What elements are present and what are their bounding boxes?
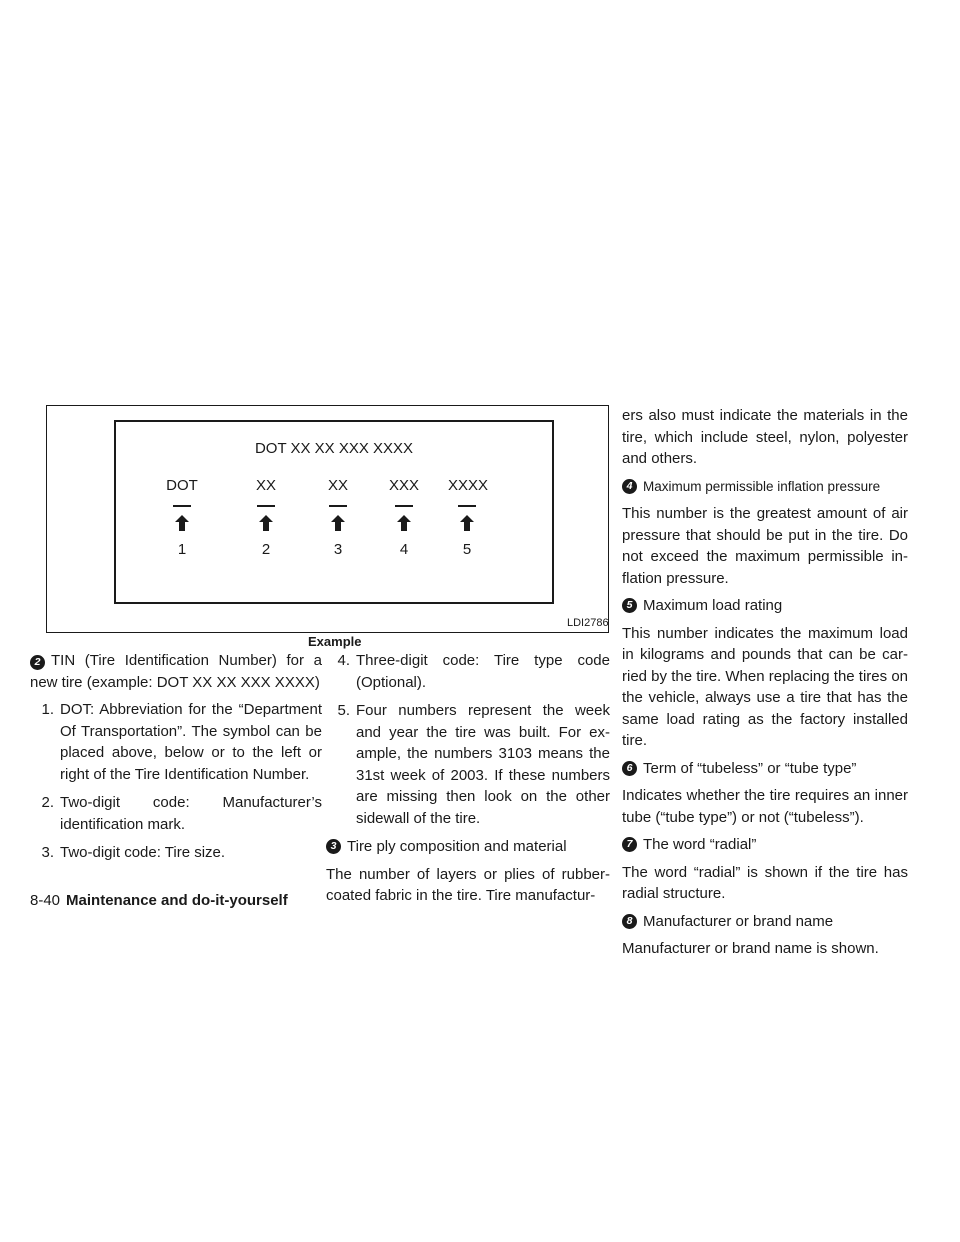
item-8-badge: 8	[622, 914, 637, 929]
item-2-heading-text: TIN (Tire Identification Number) for a new tire (example: DOT XX XX XXX XXXX)	[30, 652, 322, 691]
item-3-heading-text: Tire ply composition and material	[347, 838, 567, 855]
tin-underline-4	[395, 505, 413, 507]
page-footer	[30, 892, 288, 909]
list-number: 1.	[41, 701, 54, 718]
up-arrow-icon	[331, 515, 345, 531]
tin-code-3: XX	[327, 477, 348, 494]
tin-number-2: 2	[261, 541, 271, 558]
up-arrow-icon	[397, 515, 411, 531]
list-number: 4.	[337, 652, 350, 669]
item-6-heading	[622, 758, 908, 780]
column-1	[30, 650, 322, 871]
list-text: Four numbers represent the week and year the tire was built. For example, the numbers 3103 means the 31st week of 2003. If these numbers are missing then look on the other sidewall of the tire.	[356, 702, 610, 827]
tin-number-3: 3	[333, 541, 343, 558]
tin-code-4: XXX	[388, 477, 419, 494]
list-text: Three-digit code: Tire type code (Optional).	[356, 652, 610, 691]
list-text: DOT: Abbreviation for the “Department Of Transportation”. The symbol can be placed above, below or to the left or right of the Tire Identification Number.	[60, 701, 322, 783]
up-arrow-icon	[259, 515, 273, 531]
item-4-badge: 4	[622, 479, 637, 494]
column-3	[622, 405, 908, 966]
tin-code-2: XX	[255, 477, 276, 494]
list-item	[30, 699, 322, 785]
list-number: 2.	[41, 794, 54, 811]
item-5-heading	[622, 595, 908, 617]
tin-underline-3	[329, 505, 347, 507]
item-4-body: This number is the greatest amount of air pressure that should be put in the tire. Do not exceed the maximum permissible inflation pressure.	[622, 505, 908, 587]
item-7-body: The word “radial” is shown if the tire has radial structure.	[622, 863, 908, 902]
item-5-heading-text: Maximum load rating	[643, 597, 783, 614]
item-6-body: Indicates whether the tire requires an inner tube (“tube type”) or not (“tubeless”).	[622, 787, 908, 826]
item-3-body: The number of layers or plies of rubber-coated fabric in the tire. Tire manufactur-	[326, 865, 610, 904]
item-5-badge: 5	[622, 598, 637, 613]
column-2	[326, 650, 610, 913]
item-8-body: Manufacturer or brand name is shown.	[622, 940, 879, 957]
item-4-heading	[622, 476, 908, 498]
tin-code-5: XXXX	[447, 477, 489, 494]
tin-code-1: DOT	[166, 477, 198, 494]
tin-underline-1	[173, 505, 191, 507]
section-title: Maintenance and do-it-yourself	[66, 892, 288, 909]
up-arrow-icon	[460, 515, 474, 531]
tin-title: DOT XX XX XXX XXXX	[254, 440, 414, 457]
item-5-body: This number indicates the maximum load in kilograms and pounds that can be carried by the tire. When replacing the tires on the vehicle, always use a tire that has the same load rating as the factory installed tire.	[622, 624, 908, 749]
tin-number-1: 1	[177, 541, 187, 558]
item-3-heading	[326, 836, 610, 858]
list-item	[30, 842, 322, 864]
list-item	[30, 792, 322, 835]
item-6-heading-text: Term of “tubeless” or “tube type”	[643, 759, 857, 777]
tin-number-5: 5	[462, 541, 472, 558]
item-6-badge: 6	[622, 761, 637, 776]
item-3-badge: 3	[326, 839, 341, 854]
page-number: 8-40	[30, 892, 61, 909]
list-number: 3.	[41, 844, 54, 861]
item-7-badge: 7	[622, 837, 637, 852]
list-item	[326, 650, 610, 693]
up-arrow-icon	[175, 515, 189, 531]
tin-underline-5	[458, 505, 476, 507]
item-8-heading-text: Manufacturer or brand name	[643, 912, 834, 930]
list-number: 5.	[337, 702, 350, 719]
item-2-badge: 2	[30, 655, 45, 670]
figure-caption: Example	[308, 634, 362, 649]
list-text: Two-digit code: Manufacturer’s identification mark.	[60, 794, 322, 833]
list-text: Two-digit code: Tire size.	[60, 844, 226, 861]
item-4-heading-text: Maximum permissible inflation pressure	[643, 478, 881, 494]
tin-number-4: 4	[399, 541, 409, 558]
figure-reference-id: LDI2786	[567, 617, 609, 629]
item-2-heading	[30, 650, 322, 693]
item-7-heading	[622, 834, 908, 856]
item-8-heading	[622, 911, 908, 933]
tin-underline-2	[257, 505, 275, 507]
list-item	[326, 700, 610, 829]
item-7-heading-text: The word “radial”	[643, 836, 757, 853]
item-3-continued: ers also must indicate the materials in the tire, which include steel, nylon, polyester and others.	[622, 407, 908, 467]
